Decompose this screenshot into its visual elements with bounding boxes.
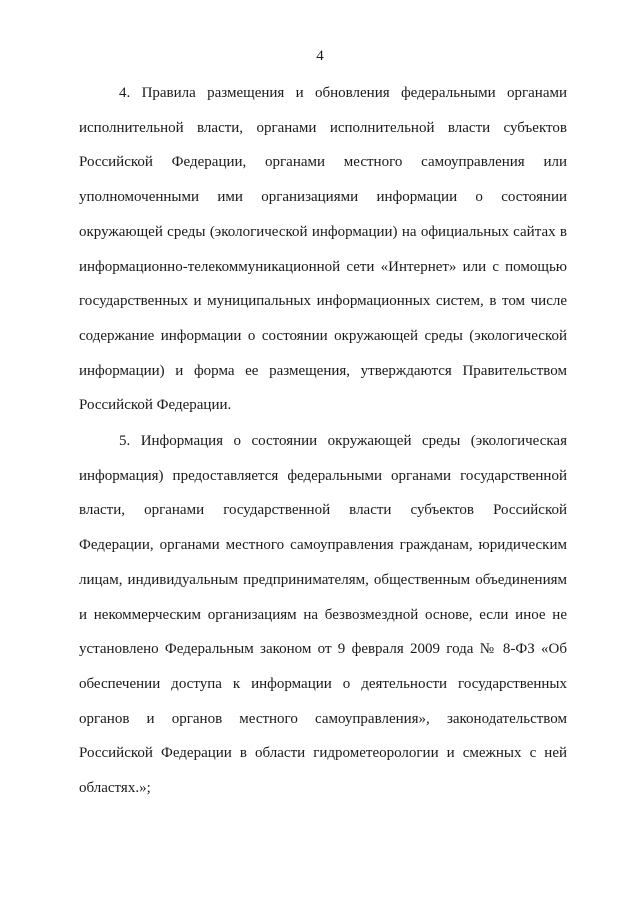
page-number: 4 [316,48,324,64]
paragraph-4: 4. Правила размещения и обновления федеральными органами исполнительной власти, органами исполнительной власти субъектов Российской Федерации, органами местного самоуправления или уполномоченными ими организациями информации о состоянии окружающей среды (экологической информации) на официальных сайтах в информационно-телекоммуникационной сети «Интернет» или с помощью государственных и муниципальных информационных систем, в том числе содержание информации о состоянии окружающей среды (экологической информации) и форма ее размещения, утверждаются Правительством Российской Федерации. [79,85,567,414]
paragraph-5: 5. Информация о состоянии окружающей среды (экологическая информация) предоставляется федеральными органами государственной власти, органами государственной власти субъектов Российской Федерации, органами местного самоуправления гражданам, юридическим лицам, индивидуальным предпринимателям, общественным объединениям и некоммерческим организациям на безвозмездной основе, если иное не установлено Федеральным законом от 9 февраля 2009 года № 8-ФЗ «Об обеспечении доступа к информации о деятельности государственных органов и органов местного самоуправления», законодательством Российской Федерации в области гидрометеорологии и смежных с ней областях.»; [79,433,567,797]
